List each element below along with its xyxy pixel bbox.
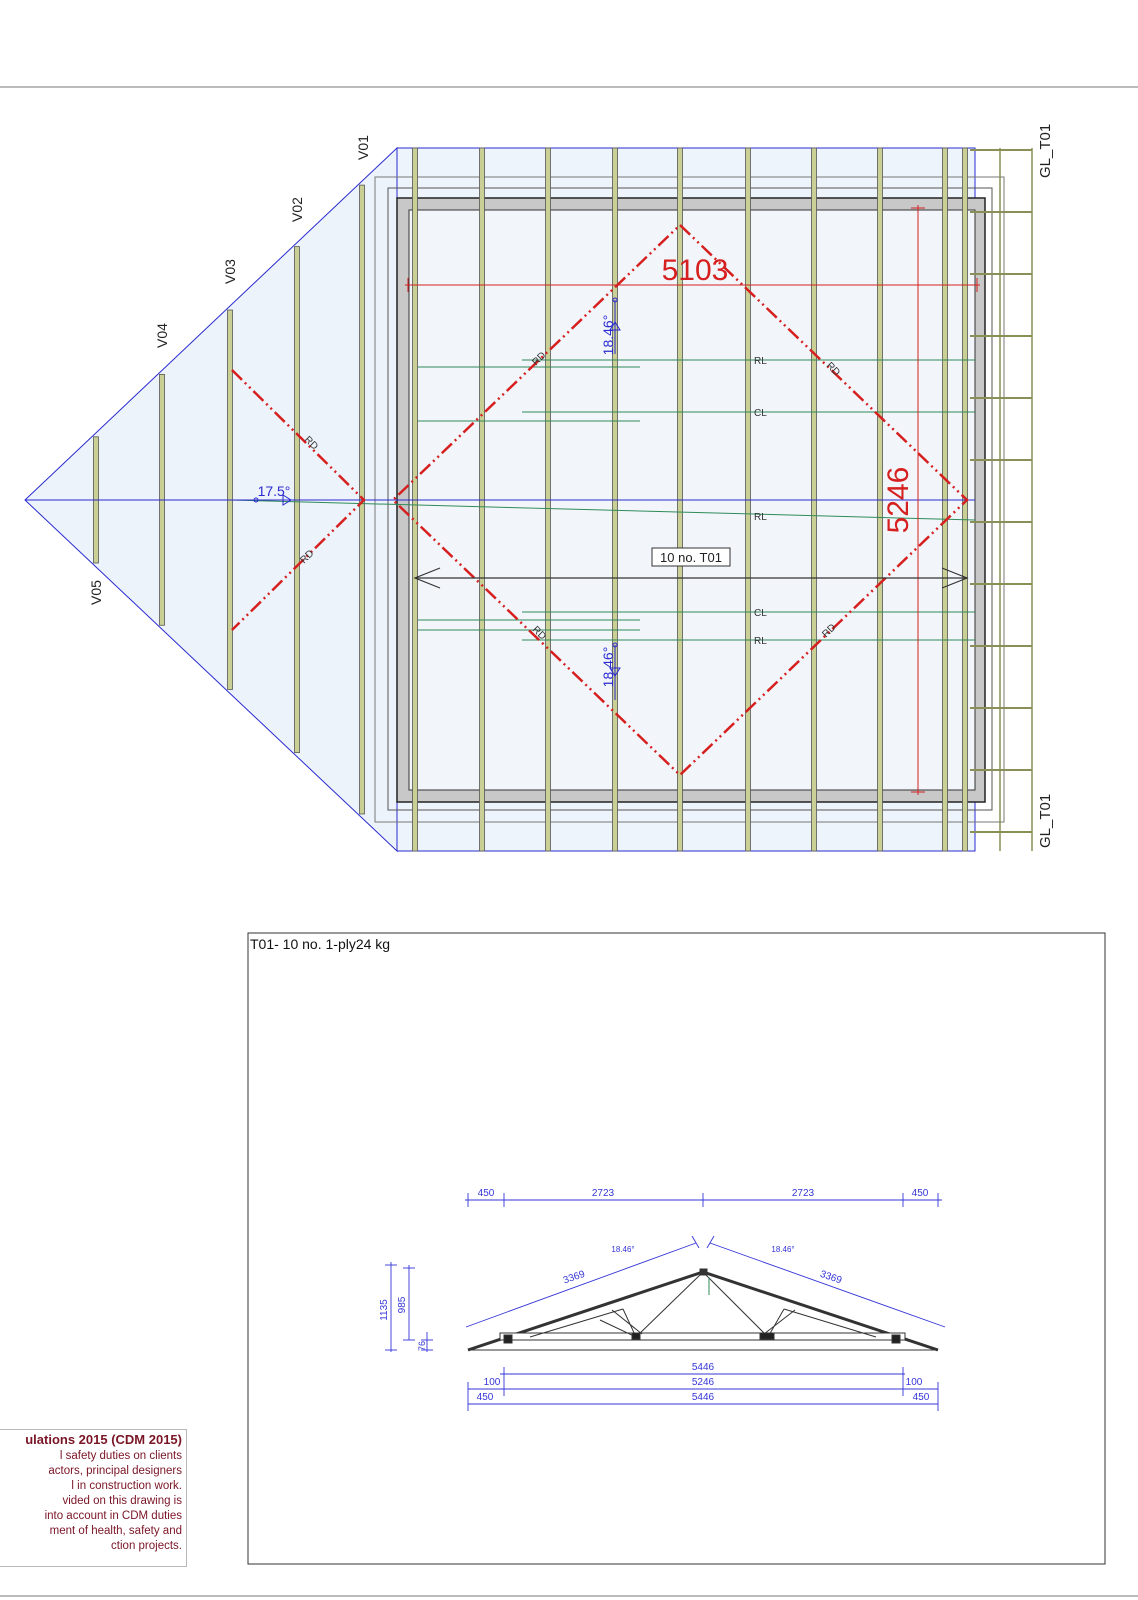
dim-span-label: 5103 (661, 254, 729, 287)
dim-half-span-right: 2723 (791, 1188, 815, 1199)
cl-label: CL (754, 408, 767, 419)
truss-panel (248, 933, 1105, 1564)
dim-rafter-left: 3369 (561, 1268, 587, 1287)
dim-span-label: 5246 (691, 1377, 715, 1388)
pitch-hip-label: 17.5° (257, 483, 291, 499)
dim-rafter-right: 3369 (818, 1268, 844, 1287)
rl-label: RL (754, 636, 767, 647)
valley-label-v04: V04 (154, 323, 170, 348)
rd-label: RD (530, 350, 549, 369)
pitch-right-label: 18.46° (771, 1245, 795, 1254)
cdm-line: l in construction work. (71, 1480, 182, 1492)
dim-left-a: 100 (483, 1377, 501, 1388)
valley-label-v02: V02 (289, 197, 305, 222)
dim-overhang-left: 450 (477, 1188, 495, 1199)
dim-left-b: 450 (476, 1392, 494, 1403)
cdm-title: ulations 2015 (CDM 2015) (25, 1432, 182, 1447)
valley-label-v01: V01 (355, 135, 371, 160)
gridline-label-bottom: GL_T01 (1037, 793, 1054, 848)
cl-label: CL (754, 608, 767, 619)
dim-right-b: 450 (912, 1392, 930, 1403)
cdm-line: vided on this drawing is (62, 1495, 182, 1507)
truss-elevation (248, 933, 1105, 1564)
cdm-line: ction projects. (111, 1540, 182, 1552)
cdm-line: into account in CDM duties (44, 1510, 182, 1522)
rl-label: RL (754, 512, 767, 523)
roof-plan (25, 124, 1054, 851)
dim-overhang-right: 450 (911, 1188, 929, 1199)
gridline-label-top: GL_T01 (1037, 123, 1054, 178)
dim-right-a: 100 (905, 1377, 923, 1388)
truss-tag-label: 10 no. T01 (660, 550, 722, 565)
pitch-left-label: 18.46° (611, 1245, 635, 1254)
dim-overall-1: 5446 (691, 1362, 715, 1373)
dim-half-span-left: 2723 (591, 1188, 615, 1199)
pitch-top-label: 18.46° (600, 314, 616, 356)
dim-heel: 76 (417, 1340, 427, 1352)
dim-height-total: 1135 (379, 1299, 390, 1321)
rd-label: RD (820, 622, 839, 641)
valley-label-v05: V05 (88, 580, 104, 605)
truss-title: T01- 10 no. 1-ply24 kg (250, 936, 391, 952)
rd-label: RD (823, 360, 842, 379)
dim-length-label: 5246 (882, 466, 915, 534)
pitch-bottom-label: 18.46° (600, 646, 616, 688)
cdm-line: l safety duties on clients (59, 1450, 182, 1462)
rd-label: RD (298, 548, 317, 567)
dim-overall-2: 5446 (691, 1392, 715, 1403)
cdm-line: ment of health, safety and (49, 1525, 182, 1537)
valley-label-v03: V03 (222, 259, 238, 284)
rd-label: RD (301, 434, 320, 453)
cdm-line: actors, principal designers (48, 1465, 182, 1477)
dim-height-inner: 985 (397, 1296, 408, 1314)
rl-label: RL (754, 356, 767, 367)
cdm-notice (0, 1429, 187, 1567)
rd-label: RD (529, 624, 548, 643)
